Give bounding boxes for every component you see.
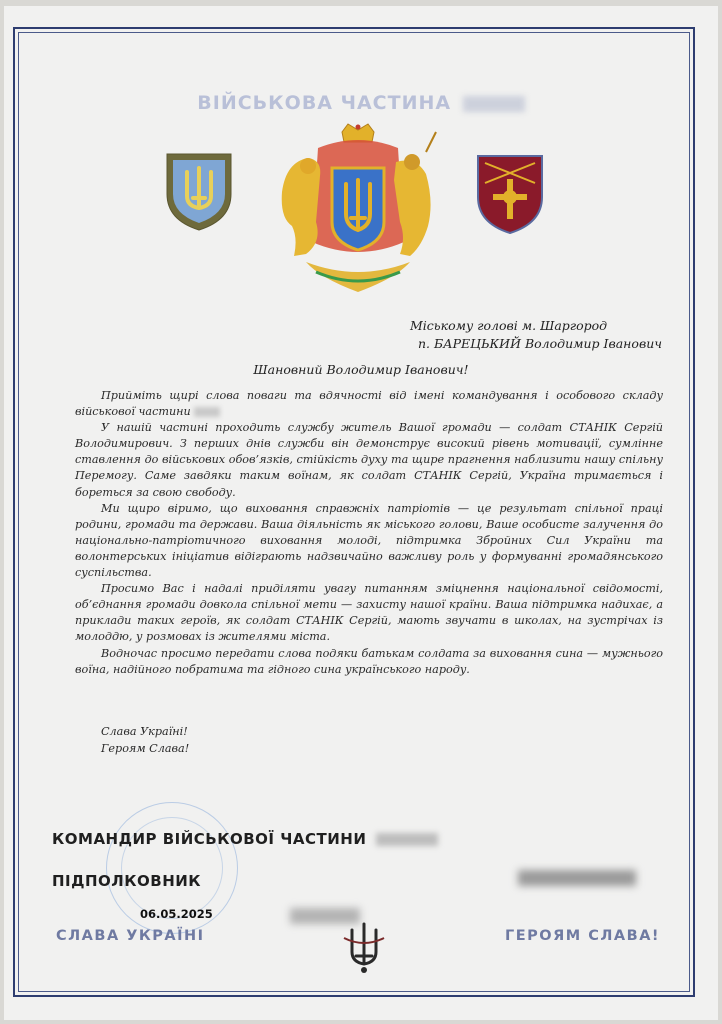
redacted-unit-number — [463, 96, 525, 112]
paragraph-1 — [75, 388, 663, 420]
closing-line-2: Героям Слава! — [101, 742, 190, 755]
addressee-line-1: Міському голові м. Шаргород — [410, 318, 608, 333]
commander-title-text: КОМАНДИР ВІЙСЬКОВОЇ ЧАСТИНИ — [52, 830, 367, 848]
greeting: Шановний Володимир Іванович! — [253, 362, 469, 377]
unit-title — [0, 92, 722, 114]
paragraph-1-text: Прийміть щирі слова поваги та вдячності від імені командування і особового складу військової частини — [75, 389, 663, 419]
redacted-unit-number — [194, 407, 220, 417]
redacted-unit-number — [376, 833, 438, 846]
unit-title-text: ВІЙСЬКОВА ЧАСТИНА — [197, 92, 452, 114]
trident-shoulder-emblem-icon — [163, 150, 235, 234]
footer-slogan-right: ГЕРОЯМ СЛАВА! — [505, 928, 661, 944]
addressee-line-2: п. БАРЕЦЬКИЙ Володимир Іванович — [418, 336, 663, 351]
commander-rank: ПІДПОЛКОВНИК — [52, 872, 202, 890]
paragraph-5: Водночас просимо передати слова подяки батькам солдата за виховання сина — мужнього воїна, надійного побратима та гідного сина українського народу. — [75, 646, 663, 676]
great-coat-of-arms-icon — [276, 122, 440, 298]
document-date: 06.05.2025 — [140, 907, 213, 921]
paragraph-2: У нашій частині проходить службу житель Вашої громади — солдат СТАНІК Сергій Володимирович. З перших днів служби він демонструє високий рівень мотивації, сумлінне ставлення до військових обов’язків, стійкість духу та щире прагнення наблизити нашу спільну Перемогу. Саме завдяки таким воїнам, як солдат СТАНІК Сергій, Україна тримається і бореться за свою свободу. — [75, 421, 663, 499]
trident-ornament-icon — [338, 918, 390, 974]
redacted-commander-name — [518, 870, 636, 886]
closing-line-1: Слава Україні! — [101, 725, 188, 738]
letter-body — [75, 388, 663, 678]
commander-title — [52, 830, 438, 848]
brigade-cross-emblem-icon — [475, 153, 545, 237]
paragraph-3: Ми щиро віримо, що виховання справжніх патріотів — це результат спільної праці родини, громади та держави. Ваша діяльність як міського голови, Ваше особисте залучення до національно-патріотичного виховання молоді, підтримка Збройних Сил України та волонтерських ініціатив відіграють надзвичайно важливу роль у формуванні громадянського суспільства. — [75, 501, 663, 580]
footer-slogan-left: СЛАВА УКРАЇНІ — [56, 928, 205, 944]
paragraph-4: Просимо Вас і надалі приділяти увагу питанням зміцнення національної свідомості, об’єднання громади довкола спільної мети — захисту нашої країни. Ваша підтримка надихає, а приклади таких героїв, як солдат СТАНІК Сергій, мають звучати в школах, на зустрічах із молоддю, у розмовах із жителями міста. — [75, 582, 663, 644]
